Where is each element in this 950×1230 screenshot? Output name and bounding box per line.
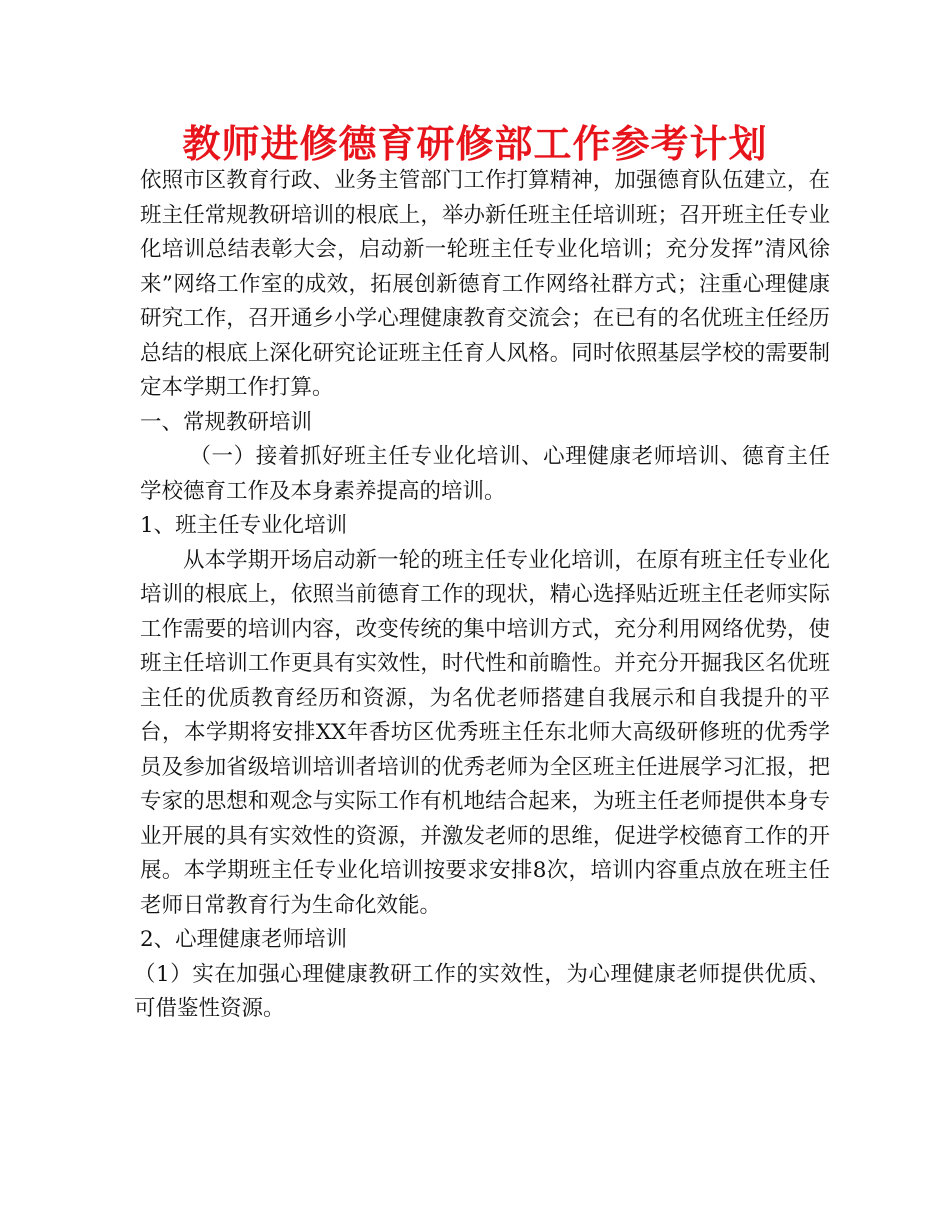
document-body bbox=[134, 164, 830, 1027]
psych-paragraph: （1）实在加强心理健康教研工作的实效性，为心理健康老师提供优质、可借鉴性资源。 bbox=[134, 961, 830, 1021]
document-title: 教师进修德育研修部工作参考计划 bbox=[182, 122, 768, 166]
subsection-heading: 1、班主任专业化培训 bbox=[140, 513, 348, 538]
intro-paragraph: 依照市区教育行政、业务主管部门工作打算精神，加强德育队伍建立，在班主任常规教研培训的根底上，举办新任班主任培训班；召开班主任专业化培训总结表彰大会，启动新一轮班主任专业化培训；充分发挥”清风徐来”网络工作室的成效，拓展创新德育工作网络社群方式；注重心理健康研究工作，召开通乡小学心理健康教育交流会；在已有的名优班主任经历总结的根底上深化研究论证班主任育人风格。同时依照基层学校的需要制定本学期工作打算。 bbox=[140, 168, 830, 400]
subsection-heading: 2、心理健康老师培训 bbox=[140, 927, 348, 952]
section-heading: 一、常规教研培训 bbox=[140, 409, 313, 435]
training-paragraph: 从本学期开场启动新一轮的班主任专业化培训，在原有班主任专业化培训的根底上，依照当前德育工作的现状，精心选择贴近班主任老师实际工作需要的培训内容，改变传统的集中培训方式，充分利用网络优势，使班主任培训工作更具有实效性，时代性和前瞻性。并充分开掘我区名优班主任的优质教育经历和资源，为名优老师搭建自我展示和自我提升的平台，本学期将安排XX年香坊区优秀班主任东北师大高级研修班的优秀学员及参加省级培训培训者培训的优秀老师为全区班主任进展学习汇报，把专家的思想和观念与实际工作有机地结合起来，为班主任老师提供本身专业开展的具有实效性的资源，并激发老师的思维，促进学校德育工作的开展。本学期班主任专业化培训按要求安排8次，培训内容重点放在班主任老师日常教育行为生命化效能。 bbox=[140, 547, 830, 918]
subsection-paragraph: （一）接着抓好班主任专业化培训、心理健康老师培训、德育主任学校德育工作及本身素养提高的培训。 bbox=[140, 444, 830, 504]
